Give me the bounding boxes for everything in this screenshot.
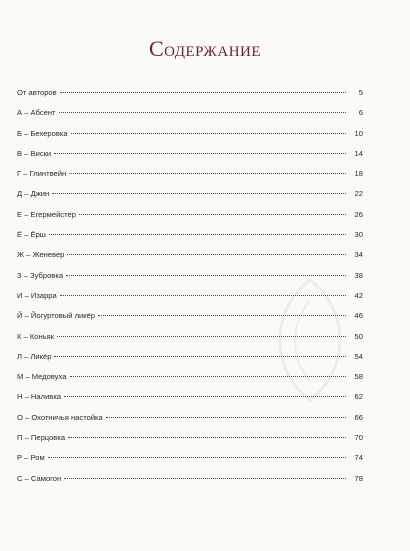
toc-entry-label: К – Коньяк <box>17 331 55 341</box>
dot-leader <box>64 478 346 479</box>
toc-entry-page-number: 58 <box>354 372 363 382</box>
dot-leader <box>60 295 346 296</box>
dot-leader <box>59 112 346 113</box>
dot-leader <box>48 457 346 458</box>
toc-entry[interactable] <box>17 144 363 164</box>
toc-entry-page-number: 30 <box>354 230 363 240</box>
dot-leader <box>54 356 346 357</box>
toc-entry[interactable] <box>17 124 363 144</box>
toc-entry-page-number: 46 <box>354 311 363 321</box>
toc-entry[interactable] <box>17 225 363 245</box>
toc-entry-label: Ё – Ёрш <box>17 230 46 240</box>
toc-entry-label: Г – Глинтвейн <box>17 169 67 179</box>
toc-entry-page-number: 42 <box>354 290 363 300</box>
toc-entry-page-number: 5 <box>358 88 363 97</box>
toc-entry-label: В – Виски <box>17 148 52 158</box>
toc-entry[interactable] <box>17 266 363 286</box>
dot-leader <box>49 234 346 235</box>
dot-leader <box>71 133 346 134</box>
toc-entry[interactable] <box>17 286 363 306</box>
dot-leader <box>70 376 347 377</box>
toc-entry[interactable] <box>17 387 363 407</box>
dot-leader <box>52 193 346 194</box>
toc-entry-page-number: 18 <box>354 169 363 179</box>
dot-leader <box>57 336 346 337</box>
toc-entry[interactable] <box>17 367 363 387</box>
toc-entry-label: Е – Егермейстер <box>17 209 76 219</box>
toc-entry-page-number: 54 <box>354 351 363 361</box>
toc-entry-label: М – Медовуха <box>17 372 67 382</box>
toc-entry-label: Р – Ром <box>17 453 45 463</box>
dot-leader <box>98 315 346 316</box>
toc-entry-page-number: 78 <box>354 473 363 483</box>
toc-entry-page-number: 22 <box>354 189 363 199</box>
toc-entry[interactable] <box>17 347 363 367</box>
toc-entry-page-number: 14 <box>354 148 363 158</box>
toc-entry[interactable] <box>17 103 363 123</box>
toc-entry-label: От авторов <box>17 88 57 97</box>
dot-leader <box>67 254 346 255</box>
toc-entry-label: Д – Джин <box>17 189 50 199</box>
dot-leader <box>66 275 346 276</box>
toc-entry-label: З – Зубровка <box>17 270 64 280</box>
toc-entry[interactable] <box>17 469 363 489</box>
dot-leader <box>64 396 346 397</box>
dot-leader <box>69 173 346 174</box>
toc-entry-page-number: 34 <box>354 250 363 260</box>
toc-entry-label: П – Перцовка <box>17 433 66 443</box>
dot-leader <box>54 153 346 154</box>
toc-entry-label: С – Самогон <box>17 473 62 483</box>
toc-entry-page-number: 70 <box>354 433 363 443</box>
toc-entry-page-number: 26 <box>354 209 363 219</box>
toc-entry-page-number: 10 <box>354 128 363 138</box>
toc-entry-label: Б – Бехеровка <box>17 128 68 138</box>
toc-entry-page-number: 62 <box>354 392 363 402</box>
toc-entry[interactable] <box>17 448 363 468</box>
dot-leader <box>60 92 346 93</box>
toc-entry[interactable] <box>17 205 363 225</box>
toc-entry-label: Н – Наливка <box>17 392 62 402</box>
toc-entry-label: А – Абсент <box>17 108 56 118</box>
toc-entry[interactable] <box>17 245 363 265</box>
toc-entry-page-number: 66 <box>354 412 363 422</box>
toc-entry-label: О – Охотничья настойка <box>17 412 103 422</box>
toc-entry-label: Й – Йогуртовый ликёр <box>17 311 96 321</box>
toc-entry[interactable] <box>17 408 363 428</box>
toc-entry-page-number: 6 <box>358 108 363 118</box>
dot-leader <box>106 417 346 418</box>
page-title: Содержание <box>148 36 262 61</box>
dot-leader <box>79 214 346 215</box>
toc-entry[interactable] <box>17 184 363 204</box>
toc-entry-page-number: 50 <box>354 331 363 341</box>
table-of-contents <box>17 83 363 489</box>
toc-entry-label: Ж – Женевер <box>17 250 65 260</box>
toc-entry-page-number: 38 <box>354 270 363 280</box>
toc-entry[interactable] <box>17 428 363 448</box>
toc-entry[interactable] <box>17 83 363 103</box>
dot-leader <box>68 437 346 438</box>
toc-entry[interactable] <box>17 164 363 184</box>
toc-entry-page-number: 74 <box>354 453 363 463</box>
toc-entry[interactable] <box>17 327 363 347</box>
toc-entry[interactable] <box>17 306 363 326</box>
toc-entry-label: Л – Ликёр <box>17 351 52 361</box>
toc-entry-label: И – Изарра <box>17 290 57 300</box>
